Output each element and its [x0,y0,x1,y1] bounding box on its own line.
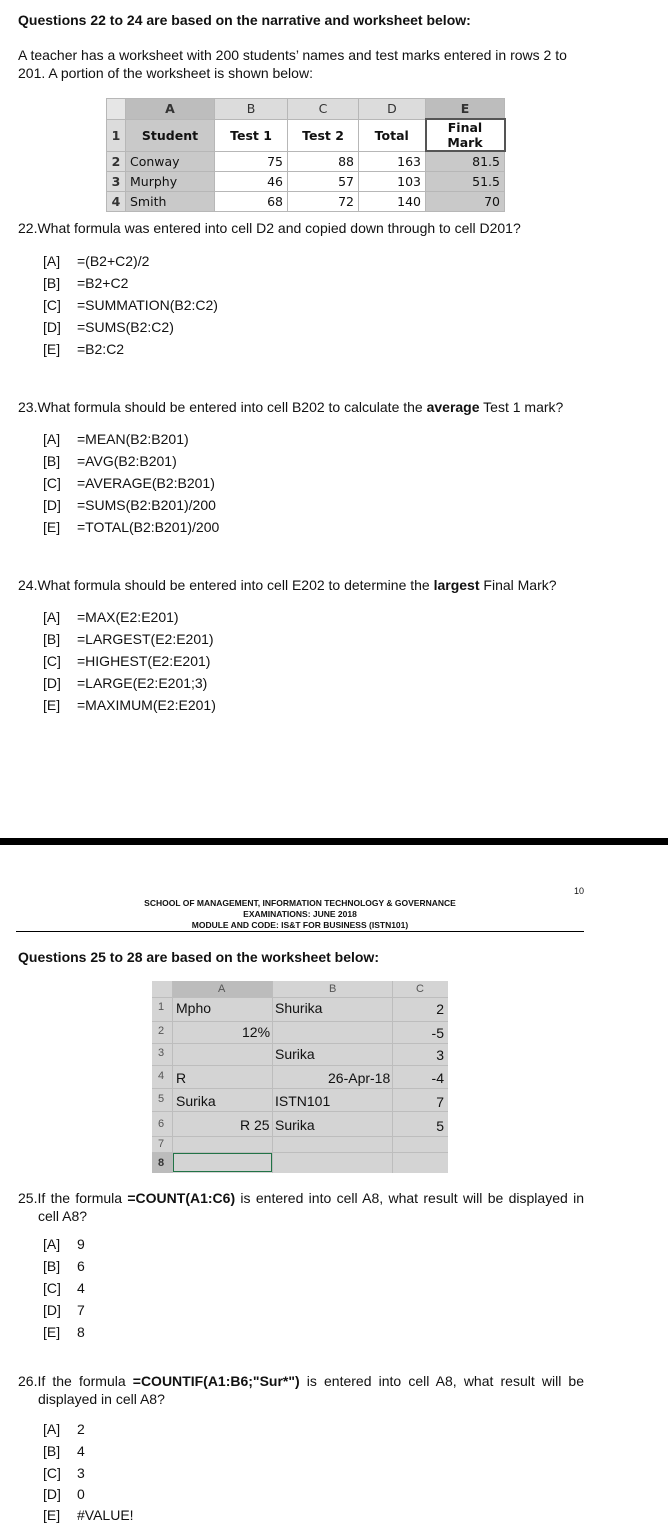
page-break-divider [0,838,668,845]
cell: 140 [359,192,426,212]
cell-a6: R 25 [240,1117,270,1133]
option-label: [B] [43,631,61,647]
question-number: 22. [18,220,38,236]
row-number: 3 [158,1047,165,1059]
option-text: =AVG(B2:B201) [77,453,177,469]
row-number: 4 [158,1070,165,1082]
cell-a2: 12% [242,1024,271,1040]
option-label: [E] [43,1324,61,1340]
row-number: 3 [107,172,126,192]
option-label: [C] [43,1465,61,1481]
option-text: =LARGE(E2:E201;3) [77,675,208,691]
question-text-line2: cell A8? [38,1208,88,1224]
option-label: [D] [43,675,61,691]
question-22 [18,219,521,237]
row-number: 8 [158,1157,165,1169]
option-label: [D] [43,1302,61,1318]
option-text: =MEAN(B2:B201) [77,431,189,447]
question-text: What formula should be entered into cell E202 to determine the [37,577,434,593]
option-label: [A] [43,609,61,625]
cell: 68 [215,192,288,212]
option-label: [C] [43,475,61,491]
intro-line-1: A teacher has a worksheet with 200 students’ names and test marks entered in rows 2 to [18,47,567,63]
selected-cell-a8[interactable] [173,1153,272,1172]
cell: 70 [426,192,505,212]
option-text: 4 [77,1443,85,1459]
option-label: [D] [43,319,61,335]
col-header-b: B [215,99,288,120]
col-header-b: B [329,983,337,995]
option-text: =SUMS(B2:C2) [77,319,174,335]
cell: Conway [126,151,215,172]
cell-c4: -4 [431,1070,444,1086]
cell-b4: 26-Apr-18 [328,1070,391,1086]
cell: Student [126,119,215,151]
row-number: 5 [158,1093,165,1105]
exam-header-module: MODULE AND CODE: IS&T FOR BUSINESS (ISTN101) [191,920,409,930]
question-emphasis: average [426,399,480,415]
question-text-end: Final Mark? [479,577,557,593]
cell-a5: Surika [176,1093,216,1109]
option-label: [A] [43,1421,61,1437]
question-24 [18,576,557,594]
col-header-e: E [426,99,505,120]
question-number: 26. [18,1373,38,1389]
option-text: 3 [77,1465,85,1481]
option-text: =(B2+C2)/2 [77,253,150,269]
question-text-end: is entered into cell A8, what result will be displayed in [235,1190,584,1206]
cell-c3: 3 [436,1047,444,1063]
option-label: [A] [43,253,61,269]
cell-b1: Shurika [275,1000,323,1016]
exam-header-exam: EXAMINATIONS: JUNE 2018 [243,909,357,919]
row-number: 4 [107,192,126,212]
cell-c6: 5 [436,1118,444,1134]
option-text: =MAX(E2:E201) [77,609,179,625]
row-number: 2 [107,151,126,172]
question-emphasis: largest [433,577,480,593]
option-text: =AVERAGE(B2:B201) [77,475,215,491]
corner-cell [107,99,126,120]
cell: Test 1 [215,119,288,151]
option-label: [B] [43,1258,61,1274]
option-label: [C] [43,297,61,313]
option-text: =SUMS(B2:B201)/200 [77,497,216,513]
option-label: [C] [43,653,61,669]
cell: 46 [215,172,288,192]
option-label: [E] [43,1507,61,1523]
option-text: =HIGHEST(E2:E201) [77,653,211,669]
cell-b5: ISTN101 [275,1093,331,1109]
col-header-a: A [218,983,226,995]
option-text: =TOTAL(B2:B201)/200 [77,519,220,535]
header-rule [16,931,584,932]
cell: Smith [126,192,215,212]
question-26 [18,1372,584,1408]
question-number: 25. [18,1190,38,1206]
question-number: 23. [18,399,38,415]
cell: 51.5 [426,172,505,192]
row-number: 2 [158,1025,165,1037]
exam-header [18,898,582,931]
option-label: [D] [43,497,61,513]
question-formula: =COUNTIF(A1:B6;"Sur*") [132,1373,300,1389]
section1-heading: Questions 22 to 24 are based on the narrative and worksheet below: [18,12,471,28]
option-text: 9 [77,1236,85,1252]
question-text: If the formula [37,1190,128,1206]
question-text-line2: displayed in cell A8? [38,1391,165,1407]
cell: 57 [288,172,359,192]
cell-b6: Surika [275,1117,315,1133]
row-number: 6 [158,1118,165,1130]
option-label: [A] [43,1236,61,1252]
option-text: 2 [77,1421,85,1437]
cell: Test 2 [288,119,359,151]
cell: 72 [288,192,359,212]
cell-c1: 2 [436,1001,444,1017]
option-label: [E] [43,519,61,535]
worksheet-2 [152,981,448,1173]
question-25 [18,1189,584,1225]
worksheet-1 [106,98,506,212]
option-label: [E] [43,697,61,713]
option-text: 6 [77,1258,85,1274]
col-header-c: C [416,983,424,995]
option-text: =B2:C2 [77,341,125,357]
section2-heading: Questions 25 to 28 are based on the worksheet below: [18,949,379,965]
option-label: [B] [43,275,61,291]
question-number: 24. [18,577,38,593]
question-text: If the formula [37,1373,133,1389]
row-number: 7 [158,1138,165,1150]
question-text-end: Test 1 mark? [479,399,564,415]
row-number: 1 [158,1001,165,1013]
option-text: #VALUE! [77,1507,134,1523]
col-header-d: D [359,99,426,120]
cell-c5: 7 [436,1094,444,1110]
cell: 163 [359,151,426,172]
option-label: [A] [43,431,61,447]
option-text: =B2+C2 [77,275,129,291]
option-text: 4 [77,1280,85,1296]
option-text: =MAXIMUM(E2:E201) [77,697,216,713]
option-text: 7 [77,1302,85,1318]
option-label: [C] [43,1280,61,1296]
question-text: What formula was entered into cell D2 and copied down through to cell D201? [37,220,521,236]
cell: Final Mark [426,119,505,151]
question-text-end: is entered into cell A8, what result will be [299,1373,584,1389]
option-label: [B] [43,453,61,469]
question-23 [18,398,563,416]
col-header-c: C [288,99,359,120]
intro-line-2: 201. A portion of the worksheet is shown below: [18,65,313,81]
page-number: 10 [574,886,585,896]
option-label: [D] [43,1486,61,1502]
question-formula: =COUNT(A1:C6) [127,1190,236,1206]
question-text: What formula should be entered into cell B202 to calculate the [37,399,427,415]
cell-b3: Surika [275,1046,315,1062]
option-label: [E] [43,341,61,357]
option-text: =SUMMATION(B2:C2) [77,297,218,313]
option-text: 8 [77,1324,85,1340]
cell: 75 [215,151,288,172]
option-text: 0 [77,1486,85,1502]
exam-header-school: SCHOOL OF MANAGEMENT, INFORMATION TECHNOLOGY & GOVERNANCE [144,898,456,908]
cell: 103 [359,172,426,192]
cell: 81.5 [426,151,505,172]
cell: Murphy [126,172,215,192]
cell: Total [359,119,426,151]
cell-a4: R [176,1070,187,1086]
option-text: =LARGEST(E2:E201) [77,631,214,647]
col-header-a: A [126,99,215,120]
cell-a1: Mpho [176,1000,212,1016]
option-label: [B] [43,1443,61,1459]
cell-c2: -5 [431,1025,444,1041]
row-number: 1 [107,119,126,151]
cell: 88 [288,151,359,172]
